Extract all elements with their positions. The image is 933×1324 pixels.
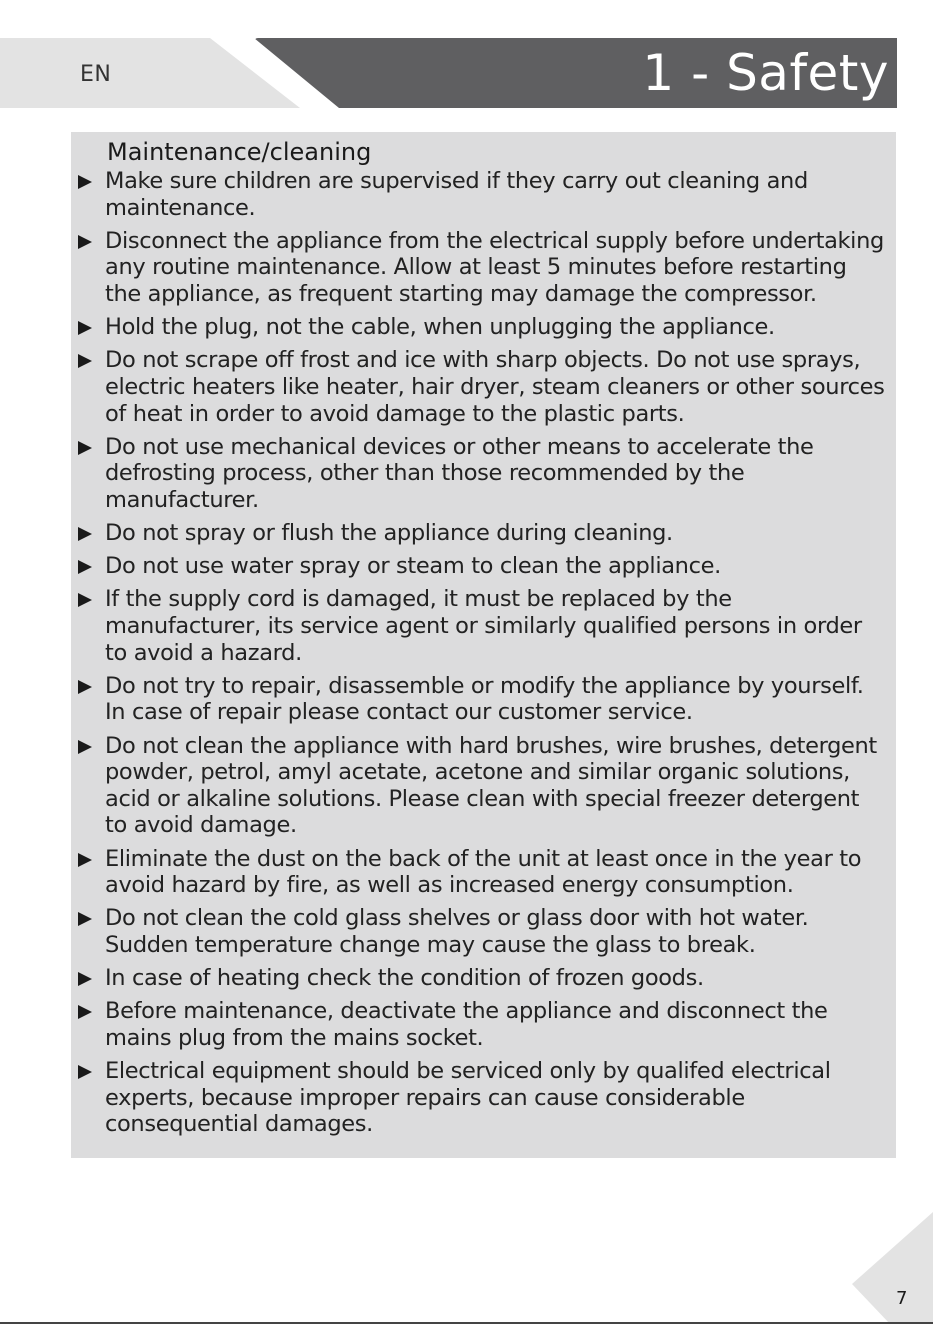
language-label: EN: [80, 62, 112, 87]
list-item: Eliminate the dust on the back of the unit at least once in the year to avoid hazard by fire, as well as increased energy consumption.: [71, 846, 886, 899]
list-item: Hold the plug, not the cable, when unplugging the appliance.: [71, 314, 886, 341]
triangle-bullet-icon: [78, 321, 92, 335]
triangle-bullet-icon: [78, 680, 92, 694]
list-item: Do not use mechanical devices or other means to accelerate the defrosting process, other than those recommended by the manufacturer.: [71, 434, 886, 514]
list-item: Do not scrape off frost and ice with sharp objects. Do not use sprays, electric heaters like heater, hair dryer, steam cleaners or other sources of heat in order to avoid damage to the plastic parts.: [71, 347, 886, 427]
safety-instruction-list: [71, 168, 886, 1145]
triangle-bullet-icon: [78, 912, 92, 926]
triangle-bullet-icon: [78, 441, 92, 455]
list-item: If the supply cord is damaged, it must be replaced by the manufacturer, its service agent or similarly qualified persons in order to avoid a hazard.: [71, 586, 886, 666]
list-item: Do not use water spray or steam to clean the appliance.: [71, 553, 886, 580]
list-item: In case of heating check the condition of frozen goods.: [71, 965, 886, 992]
list-item: Before maintenance, deactivate the appliance and disconnect the mains plug from the mains socket.: [71, 998, 886, 1051]
list-item: Do not clean the appliance with hard brushes, wire brushes, detergent powder, petrol, amyl acetate, acetone and similar organic solutions, acid or alkaline solutions. Please clean with special freezer detergent to avoid damage.: [71, 733, 886, 839]
list-item: Disconnect the appliance from the electrical supply before undertaking any routine maintenance. Allow at least 5 minutes before restarting the appliance, as frequent starting may damage the compressor.: [71, 228, 886, 308]
list-item: Do not try to repair, disassemble or modify the appliance by yourself. In case of repair please contact our customer service.: [71, 673, 886, 726]
triangle-bullet-icon: [78, 354, 92, 368]
triangle-bullet-icon: [78, 235, 92, 249]
subsection-heading: Maintenance/cleaning: [107, 138, 372, 166]
triangle-bullet-icon: [78, 853, 92, 867]
list-item: Do not spray or flush the appliance during cleaning.: [71, 520, 886, 547]
triangle-bullet-icon: [78, 972, 92, 986]
section-title: 1 - Safety: [642, 44, 889, 102]
triangle-bullet-icon: [78, 175, 92, 189]
list-item: Make sure children are supervised if they carry out cleaning and maintenance.: [71, 168, 886, 221]
triangle-bullet-icon: [78, 740, 92, 754]
list-item: Electrical equipment should be serviced only by qualifed electrical experts, because improper repairs can cause considerable consequential damages.: [71, 1058, 886, 1138]
triangle-bullet-icon: [78, 593, 92, 607]
list-item: Do not clean the cold glass shelves or glass door with hot water. Sudden temperature change may cause the glass to break.: [71, 905, 886, 958]
language-tab: [0, 38, 300, 108]
triangle-bullet-icon: [78, 560, 92, 574]
triangle-bullet-icon: [78, 1065, 92, 1079]
page-corner-tab: [852, 1212, 933, 1324]
page-number: 7: [896, 1288, 908, 1309]
triangle-bullet-icon: [78, 1005, 92, 1019]
triangle-bullet-icon: [78, 527, 92, 541]
